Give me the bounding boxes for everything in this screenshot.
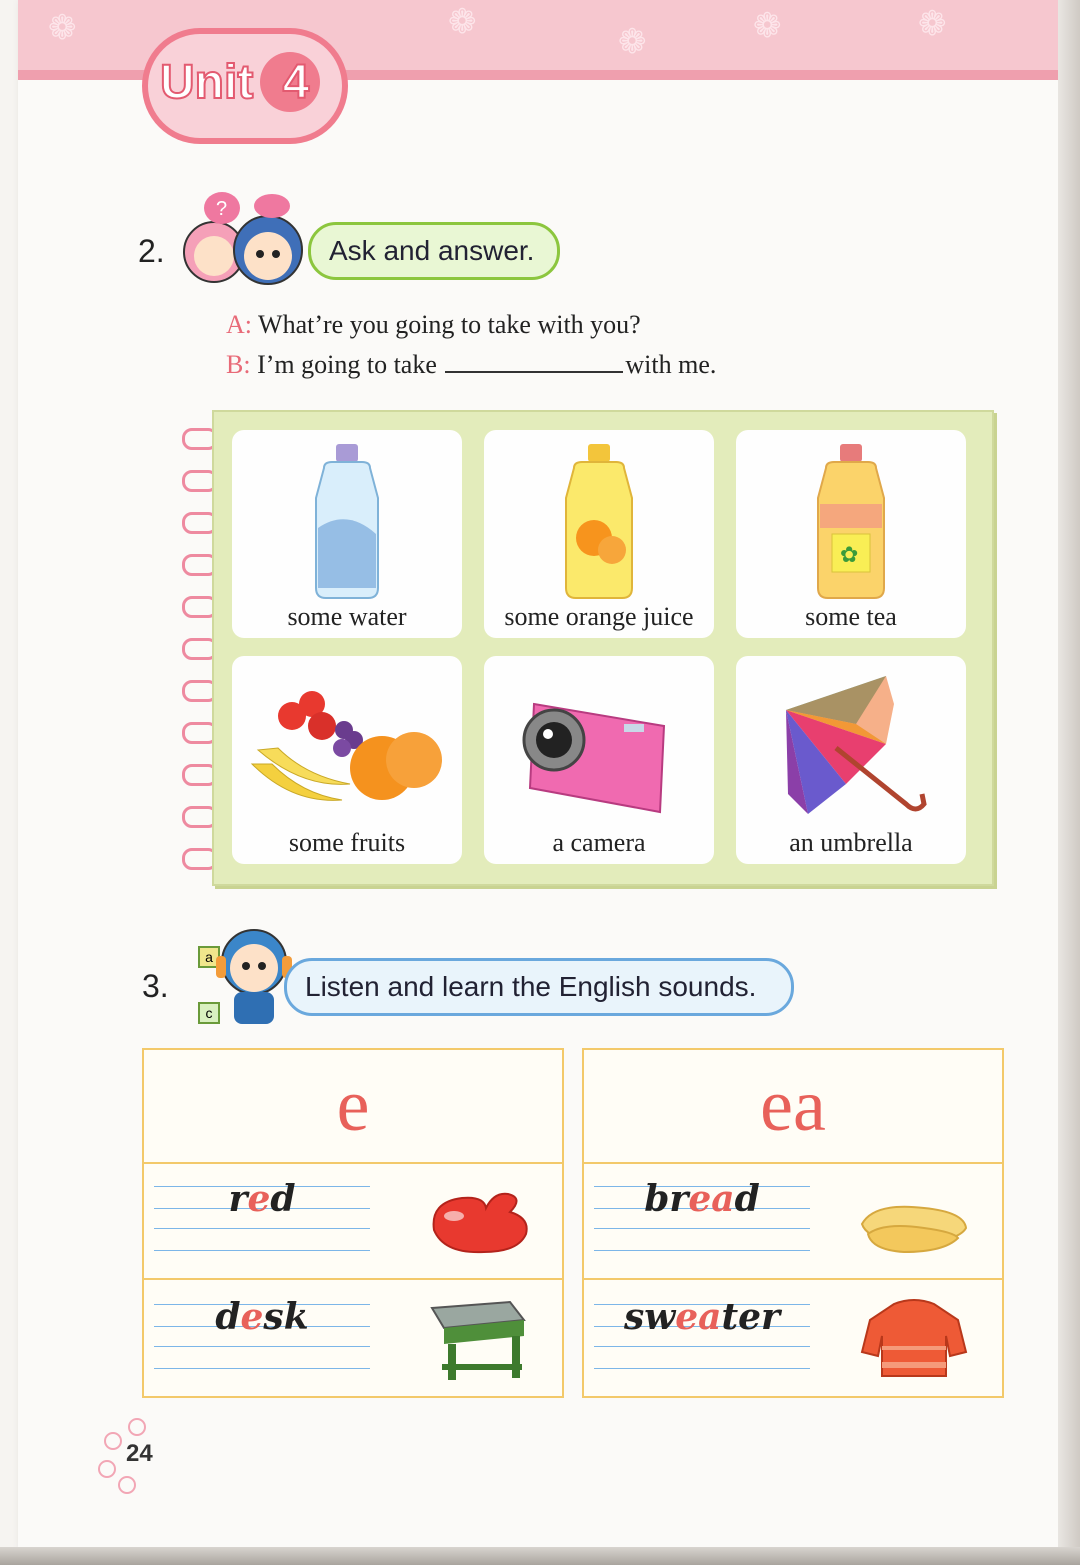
section-2-number: 2. bbox=[138, 233, 165, 269]
word-red: red bbox=[228, 1178, 296, 1220]
camera-icon bbox=[484, 664, 714, 828]
sound-heading: ea bbox=[584, 1050, 1002, 1164]
paw-print-icon: ❁ bbox=[618, 23, 647, 61]
desk-icon bbox=[414, 1290, 534, 1386]
page-edge bbox=[1058, 0, 1080, 1565]
item-card-umbrella bbox=[736, 656, 966, 864]
decor-bubble bbox=[118, 1476, 136, 1494]
item-label: some tea bbox=[805, 602, 897, 631]
phonics-box-ea bbox=[582, 1048, 1004, 1398]
picture-board bbox=[212, 410, 994, 886]
sound-heading: e bbox=[144, 1050, 562, 1164]
juice-bottle-icon bbox=[484, 438, 714, 602]
kids-talking-icon bbox=[176, 190, 316, 286]
word-desk: desk bbox=[215, 1296, 309, 1338]
item-card-camera bbox=[484, 656, 714, 864]
item-label: some fruits bbox=[288, 828, 406, 857]
dialog-text-end: with me. bbox=[625, 350, 717, 379]
paw-print-icon: ❁ bbox=[48, 9, 77, 47]
paw-print-icon: ❁ bbox=[753, 7, 782, 45]
item-card-tea bbox=[736, 430, 966, 638]
water-bottle-icon bbox=[232, 438, 462, 602]
section-2-title: Ask and answer. bbox=[308, 222, 560, 280]
svg-text:?: ? bbox=[216, 198, 228, 220]
word-row bbox=[584, 1162, 1002, 1280]
letter-cube: c bbox=[198, 1002, 220, 1024]
dialog-text: I’m going to take bbox=[257, 350, 437, 379]
word-row bbox=[144, 1162, 562, 1280]
svg-text:✿: ✿ bbox=[840, 543, 859, 568]
fruits-icon bbox=[232, 664, 462, 828]
decor-bubble bbox=[104, 1432, 122, 1450]
word-bread: bread bbox=[644, 1178, 760, 1220]
decor-bubble bbox=[128, 1418, 146, 1436]
item-card-water bbox=[232, 430, 462, 638]
unit-word: Unit bbox=[160, 56, 254, 109]
answer-blank[interactable] bbox=[445, 370, 623, 373]
dialog-line-a bbox=[226, 310, 641, 340]
red-splash-icon bbox=[414, 1172, 534, 1268]
phonics-box-e bbox=[142, 1048, 564, 1398]
decor-bubble bbox=[98, 1460, 116, 1478]
speaker-label: A: bbox=[226, 310, 252, 339]
paw-print-icon: ❁ bbox=[918, 5, 947, 43]
item-card-orange-juice bbox=[484, 430, 714, 638]
item-card-fruits bbox=[232, 656, 462, 864]
item-label: some orange juice bbox=[504, 602, 694, 631]
umbrella-icon bbox=[736, 664, 966, 828]
page-number: 24 bbox=[126, 1440, 153, 1467]
speaker-label: B: bbox=[226, 350, 251, 379]
sweater-icon bbox=[854, 1290, 974, 1386]
item-label: a camera bbox=[552, 828, 646, 857]
paw-print-icon: ❁ bbox=[448, 3, 477, 41]
tea-bottle-icon bbox=[736, 438, 966, 602]
letter-cube: a bbox=[198, 946, 220, 968]
dialog-text: What’re you going to take with you? bbox=[258, 310, 641, 339]
item-label: some water bbox=[287, 602, 407, 631]
bottom-shadow bbox=[0, 1547, 1080, 1565]
word-row bbox=[144, 1280, 562, 1396]
item-label: an umbrella bbox=[789, 828, 913, 857]
dialog-line-b bbox=[226, 350, 716, 380]
unit-title bbox=[160, 55, 309, 110]
unit-number: 4 bbox=[282, 56, 310, 109]
bread-icon bbox=[854, 1172, 974, 1268]
section-3-number: 3. bbox=[142, 968, 169, 1004]
word-row bbox=[584, 1280, 1002, 1396]
word-sweater: sweater bbox=[624, 1296, 780, 1338]
section-3-title: Listen and learn the English sounds. bbox=[284, 958, 794, 1016]
